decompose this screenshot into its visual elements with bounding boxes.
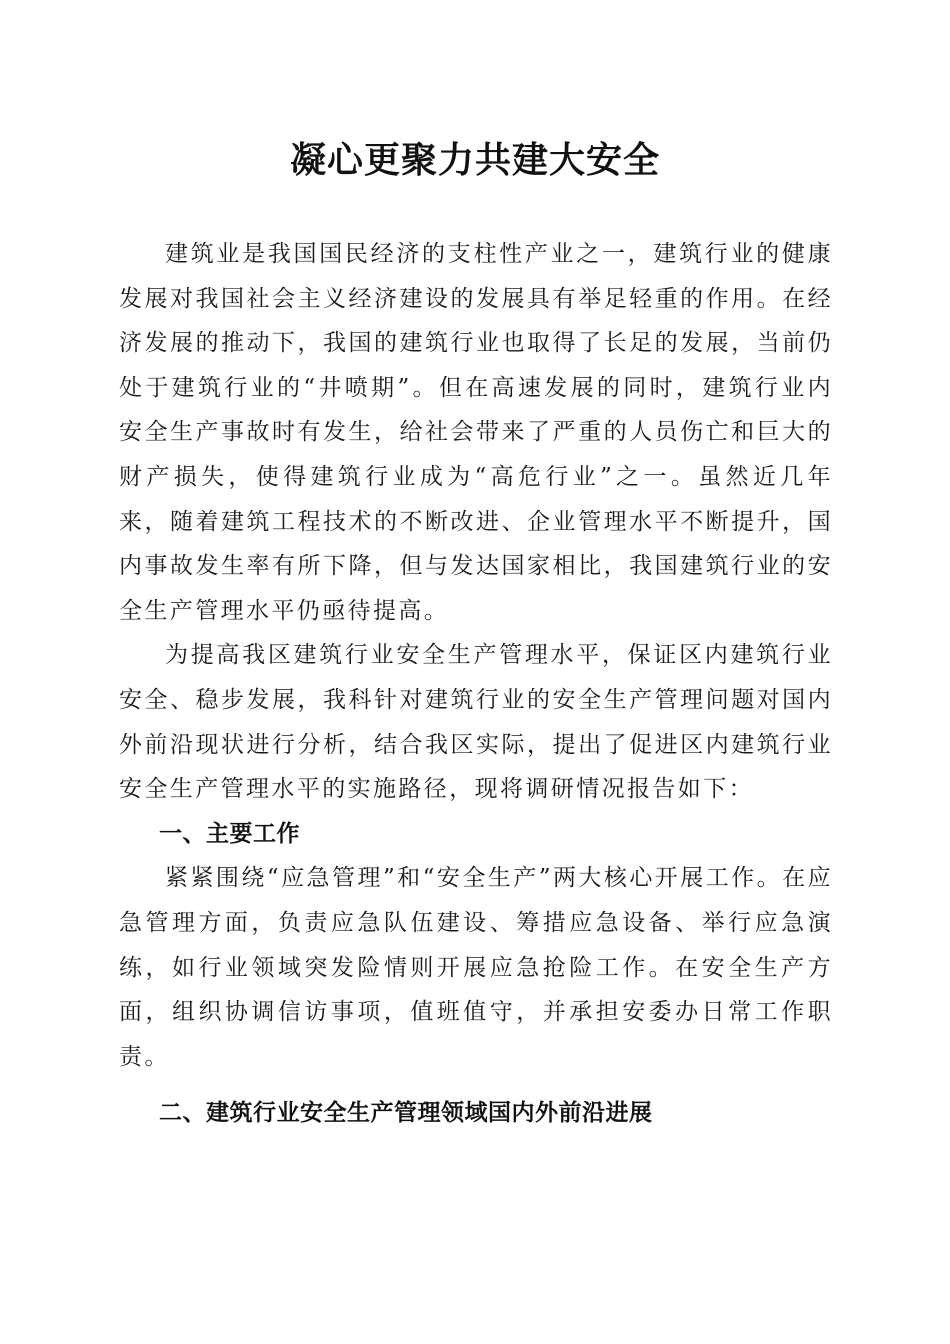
document-body	[119, 232, 833, 1136]
paragraph-intro: 建筑业是我国国民经济的支柱性产业之一，建筑行业的健康发展对我国社会主义经济建设的发展具有举足轻重的作用。在经济发展的推动下，我国的建筑行业也取得了长足的发展，当前仍处于建筑行业的“井喷期”。但在高速发展的同时，建筑行业内安全生产事故时有发生，给社会带来了严重的人员伤亡和巨大的财产损失，使得建筑行业成为“高危行业”之一。虽然近几年来，随着建筑工程技术的不断改进、企业管理水平不断提升，国内事故发生率有所下降，但与发达国家相比，我国建筑行业的安全生产管理水平仍亟待提高。	[119, 241, 833, 624]
section-heading-frontier-progress: 二、建筑行业安全生产管理领域国内外前沿进展	[159, 1100, 653, 1127]
paragraph-main-work: 紧紧围绕“应急管理”和“安全生产”两大核心开展工作。在应急管理方面，负责应急队伍建设、筹措应急设备、举行应急演练，如行业领域突发险情则开展应急抢险工作。在安全生产方面，组织协调信访事项，值班值守，并承担安委办日常工作职责。	[119, 865, 833, 1070]
document-title: 凝心更聚力共建大安全	[289, 139, 660, 181]
section-heading-main-work: 一、主要工作	[159, 820, 300, 847]
paragraph-purpose: 为提高我区建筑行业安全生产管理水平，保证区内建筑行业安全、稳步发展，我科针对建筑行业的安全生产管理问题对国内外前沿现状进行分析，结合我区实际，提出了促进区内建筑行业安全生产管理水平的实施路径，现将调研情况报告如下：	[119, 642, 833, 803]
